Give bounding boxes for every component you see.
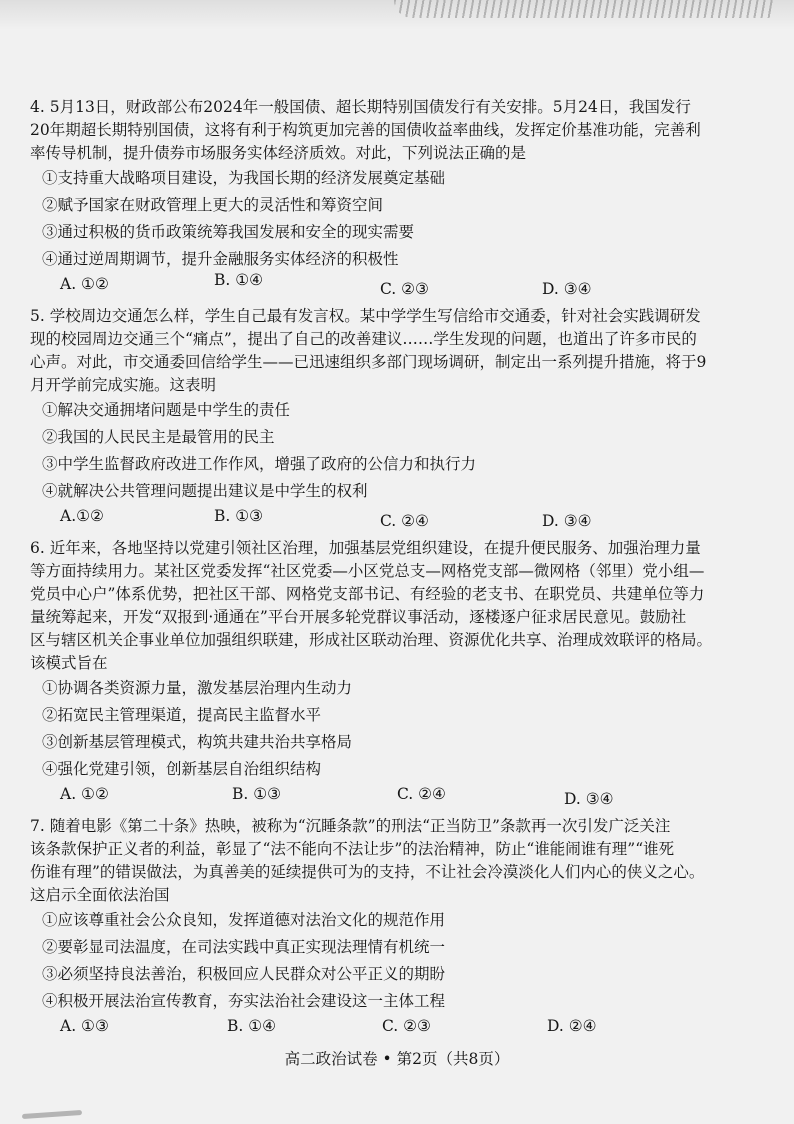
answer-options — [42, 505, 730, 535]
question-6 — [30, 537, 730, 813]
question-stem-line: 心声。对此，市交通委回信给学生——已迅速组织多部门现场调研，制定出一系列提升措施，将于9 — [30, 353, 707, 371]
question-stem-line: 现的校园周边交通三个“痛点”，提出了自己的改善建议……学生发现的问题，也道出了许多市民的 — [30, 330, 697, 348]
option-b[interactable]: B. ①③ — [232, 785, 282, 803]
statement-1: ①解决交通拥堵问题是中学生的责任 — [42, 401, 291, 419]
option-a[interactable]: A. ①③ — [60, 1017, 109, 1035]
question-stem-line: 这启示全面依法治国 — [30, 886, 170, 904]
statement-2: ②赋予国家在财政管理上更大的灵活性和筹资空间 — [42, 196, 384, 214]
answer-options — [42, 783, 730, 813]
option-d[interactable]: D. ②④ — [547, 1017, 597, 1035]
answer-options — [42, 1015, 730, 1045]
question-stem-line: 伤谁有理”的错误做法，为真善美的延续提供可为的支持，不让社会冷漠淡化人们内心的侠义之心。 — [30, 863, 705, 881]
question-stem-line: 等方面持续用力。某社区党委发挥“社区党委—小区党总支—网格党支部—微网格（邻里）党小组— — [30, 562, 705, 580]
question-stem-line: 20年期超长期特别国债，这将有利于构筑更加完善的国债收益率曲线，发挥定价基准功能，完善利 — [30, 121, 701, 139]
option-c[interactable]: C. ②④ — [380, 512, 429, 530]
statement-3: ③创新基层管理模式，构筑共建共治共享格局 — [42, 733, 353, 751]
option-d[interactable]: D. ③④ — [542, 280, 592, 298]
option-b[interactable]: B. ①④ — [227, 1017, 277, 1035]
question-7 — [30, 815, 730, 1045]
option-c[interactable]: C. ②③ — [382, 1017, 431, 1035]
statement-4: ④就解决公共管理问题提出建议是中学生的权利 — [42, 482, 368, 500]
question-5 — [30, 305, 730, 535]
question-stem-line: 4. 5月13日，财政部公布2024年一般国债、超长期特别国债发行有关安排。5月24日，我国发行 — [30, 98, 691, 116]
question-stem-line: 该条款保护正义者的利益，彰显了“法不能向不法让步”的法治精神，防止“谁能闹谁有理”“谁死 — [30, 840, 675, 858]
option-d[interactable]: D. ③④ — [542, 512, 592, 530]
question-stem-line: 率传导机制，提升债券市场服务实体经济质效。对此，下列说法正确的是 — [30, 144, 527, 162]
statement-4: ④强化党建引领，创新基层自治组织结构 — [42, 760, 322, 778]
option-c[interactable]: C. ②③ — [380, 280, 429, 298]
option-c[interactable]: C. ②④ — [397, 785, 446, 803]
answer-options — [42, 273, 730, 303]
question-4 — [30, 96, 730, 303]
statement-2: ②拓宽民主管理渠道，提高民主监督水平 — [42, 706, 322, 724]
statement-1: ①协调各类资源力量，激发基层治理内生动力 — [42, 679, 353, 697]
option-d[interactable]: D. ③④ — [564, 790, 614, 808]
question-stem-line: 5. 学校周边交通怎么样，学生自己最有发言权。某中学学生写信给市交通委，针对社会实践调研发 — [30, 307, 701, 325]
scan-smudge — [22, 1110, 82, 1119]
statement-1: ①支持重大战略项目建设，为我国长期的经济发展奠定基础 — [42, 169, 446, 187]
statement-3: ③中学生监督政府改进工作作风，增强了政府的公信力和执行力 — [42, 455, 477, 473]
option-a[interactable]: A. ①② — [60, 275, 109, 293]
statement-1: ①应该尊重社会公众良知，发挥道德对法治文化的规范作用 — [42, 911, 446, 929]
option-a[interactable]: A.①② — [60, 507, 104, 525]
question-stem-line: 区与辖区机关企事业单位加强组织联建，形成社区联动治理、资源优化共享、治理成效联评的格局。 — [30, 631, 713, 649]
statement-3: ③必须坚持良法善治，积极回应人民群众对公平正义的期盼 — [42, 965, 446, 983]
question-stem-line: 该模式旨在 — [30, 654, 108, 672]
statement-2: ②我国的人民民主是最管用的民主 — [42, 428, 275, 446]
question-stem-line: 6. 近年来，各地坚持以党建引领社区治理，加强基层党组织建设，在提升便民服务、加强治理力量 — [30, 539, 701, 557]
question-stem-line: 党员中心户”体系优势，把社区干部、网格党支部书记、有经验的老支书、在职党员、共建单位等力 — [30, 585, 705, 603]
statement-4: ④通过逆周期调节，提升金融服务实体经济的积极性 — [42, 250, 399, 268]
exam-page — [30, 96, 730, 1047]
option-b[interactable]: B. ①④ — [214, 271, 264, 289]
question-stem-line: 月开学前完成实施。这表明 — [30, 376, 217, 394]
statement-4: ④积极开展法治宣传教育，夯实法治社会建设这一主体工程 — [42, 992, 446, 1010]
option-b[interactable]: B. ①③ — [214, 507, 264, 525]
statement-3: ③通过积极的货币政策统筹我国发展和安全的现实需要 — [42, 223, 415, 241]
page-footer: 高二政治试卷 • 第2页（共8页） — [284, 1050, 510, 1068]
question-stem-line: 量统筹起来，开发“双报到·通通在”平台开展多轮党群议事活动，逐楼逐户征求居民意见。鼓励社 — [30, 608, 687, 626]
statement-2: ②要彰显司法温度，在司法实践中真正实现法理情有机统一 — [42, 938, 446, 956]
option-a[interactable]: A. ①② — [60, 785, 109, 803]
scan-binding-edge — [394, 0, 774, 18]
question-stem-line: 7. 随着电影《第二十条》热映，被称为“沉睡条款”的刑法“正当防卫”条款再一次引发广泛关注 — [30, 817, 671, 835]
